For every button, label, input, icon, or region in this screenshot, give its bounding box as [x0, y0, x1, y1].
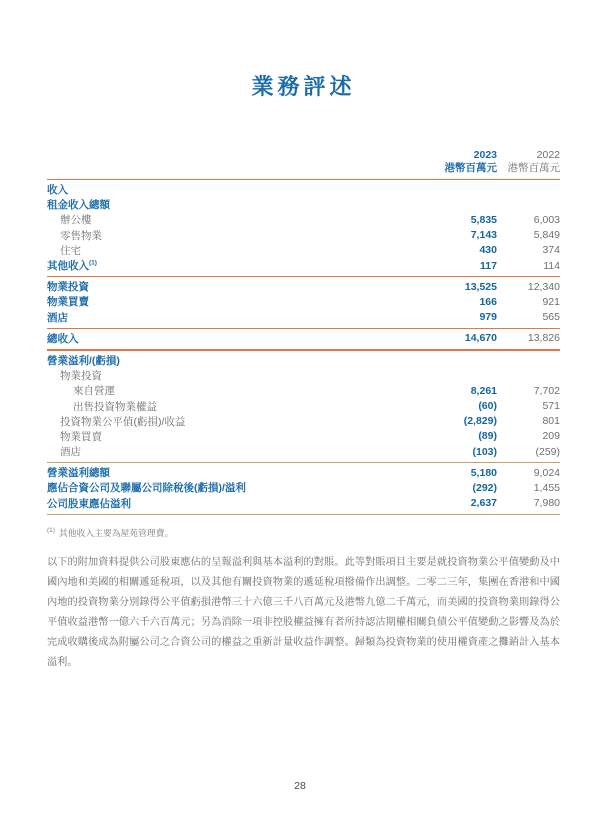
value-2022: 7,702 [533, 384, 560, 397]
divider [47, 349, 560, 351]
page-number: 28 [294, 780, 306, 792]
table-row [47, 496, 560, 511]
table-row [47, 258, 560, 273]
value-2023: 430 [479, 244, 497, 257]
value-2023: (2,829) [463, 415, 497, 428]
table-row [47, 310, 560, 325]
row-label: 收入 [47, 184, 68, 197]
row-label: 總收入 [47, 332, 79, 345]
divider [47, 276, 560, 277]
row-label: 投資物業公平值(虧損)/收益 [60, 415, 186, 428]
unit-label-2022: 港幣百萬元 [507, 162, 560, 174]
value-2022: (259) [535, 445, 560, 458]
table-row [47, 279, 560, 294]
row-label: 公司股東應佔溢利 [47, 497, 131, 510]
row-label: 酒店 [47, 311, 68, 324]
footnote-text: 其他收入主要為屋苑管理費。 [58, 527, 174, 538]
value-2023: 13,525 [464, 280, 497, 293]
row-label: 來自營運 [73, 385, 115, 398]
value-2022: 114 [543, 259, 560, 272]
row-label: 物業投資 [47, 281, 89, 294]
value-2023: 979 [479, 311, 497, 324]
value-2023: 5,835 [470, 213, 497, 226]
value-2023: (103) [472, 445, 497, 458]
unit-label-2023: 港幣百萬元 [444, 162, 497, 174]
table-row [47, 228, 560, 243]
value-2022: 7,980 [533, 497, 560, 510]
row-label: 其他收入 [47, 260, 89, 273]
table-row [47, 414, 560, 429]
table-row [47, 383, 560, 398]
value-2023: 8,261 [470, 384, 497, 397]
value-2023: 117 [480, 259, 497, 272]
table-row [47, 182, 560, 197]
table-unit-header [47, 162, 560, 175]
footnote [47, 526, 560, 539]
table-row [47, 243, 560, 258]
table-row [47, 429, 560, 444]
table-row [47, 294, 560, 309]
value-2022: 12,340 [527, 280, 560, 293]
divider [47, 328, 560, 329]
table-row [47, 465, 560, 480]
divider [47, 462, 560, 463]
page-content [0, 70, 600, 673]
footnote-marker: (1) [47, 526, 55, 534]
row-label: 酒店 [60, 446, 81, 459]
table-row [47, 444, 560, 459]
row-label: 住宅 [60, 244, 81, 257]
value-2022: 6,003 [533, 213, 560, 226]
divider [47, 514, 560, 515]
value-2022: 801 [542, 415, 560, 428]
value-2023: 14,670 [464, 332, 497, 345]
table-row [47, 480, 560, 495]
table-row [47, 197, 560, 212]
row-label: 出售投資物業權益 [73, 400, 157, 413]
value-2022: 565 [542, 311, 560, 324]
table-row [47, 398, 560, 413]
financial-table [47, 149, 560, 515]
value-2023: 5,180 [470, 466, 497, 479]
page-title: 業務評述 [251, 74, 356, 99]
col-header-2023: 2023 [473, 149, 497, 161]
row-label: 物業買賣 [47, 296, 89, 309]
value-2022: 13,826 [527, 332, 560, 345]
row-label: 營業溢利/(虧損) [47, 354, 120, 367]
row-label: 應佔合資公司及聯屬公司除稅後(虧損)/溢利 [47, 482, 246, 495]
body-paragraph: 以下的附加資料提供公司股東應佔的呈報溢利與基本溢利的對賬。此等對賬項目主要是就投資物業公平值變動及中國內地和美國的相關遞延稅項，以及其他有關投資物業的遞延稅項撥備作出調整。二零二三年，集團在香港和中國內地的投資物業分別錄得公平值虧損港幣三十六億三千八百萬元及港幣九億二千萬元，而美國的投資物業則錄得公平值收益港幣一億六千六百萬元；另為消除一項非控股權益擁有者所持認沽期權相關負債公平值變動之影響及為於完成收購後成為附屬公司之合資公司的權益之重新計量收益作調整。歸類為投資物業的使用權資產之攤銷計入基本溢利。 [47, 556, 560, 668]
divider [47, 179, 560, 180]
row-label: 租金收入總額 [47, 199, 110, 212]
value-2023: 2,637 [470, 497, 497, 510]
col-header-2022: 2022 [536, 149, 560, 161]
footnote-marker: (1) [89, 259, 97, 267]
row-label: 物業投資 [60, 370, 102, 383]
value-2022: 5,849 [533, 229, 560, 242]
row-label: 零售物業 [60, 229, 102, 242]
value-2022: 571 [542, 400, 560, 413]
value-2023: 166 [479, 295, 497, 308]
value-2023: (89) [478, 430, 497, 443]
value-2023: (60) [478, 400, 497, 413]
value-2022: 1,455 [533, 481, 560, 494]
table-row [47, 368, 560, 383]
row-label: 物業買賣 [60, 430, 102, 443]
table-row [47, 212, 560, 227]
value-2022: 209 [542, 430, 560, 443]
row-label: 營業溢利總額 [47, 467, 110, 480]
value-2022: 374 [542, 244, 560, 257]
table-row [47, 353, 560, 368]
value-2023: (292) [472, 481, 497, 494]
value-2023: 7,143 [470, 229, 497, 242]
value-2022: 921 [542, 295, 560, 308]
value-2022: 9,024 [533, 466, 560, 479]
row-label: 辦公樓 [60, 214, 92, 227]
table-year-header [47, 149, 560, 162]
table-row [47, 331, 560, 346]
